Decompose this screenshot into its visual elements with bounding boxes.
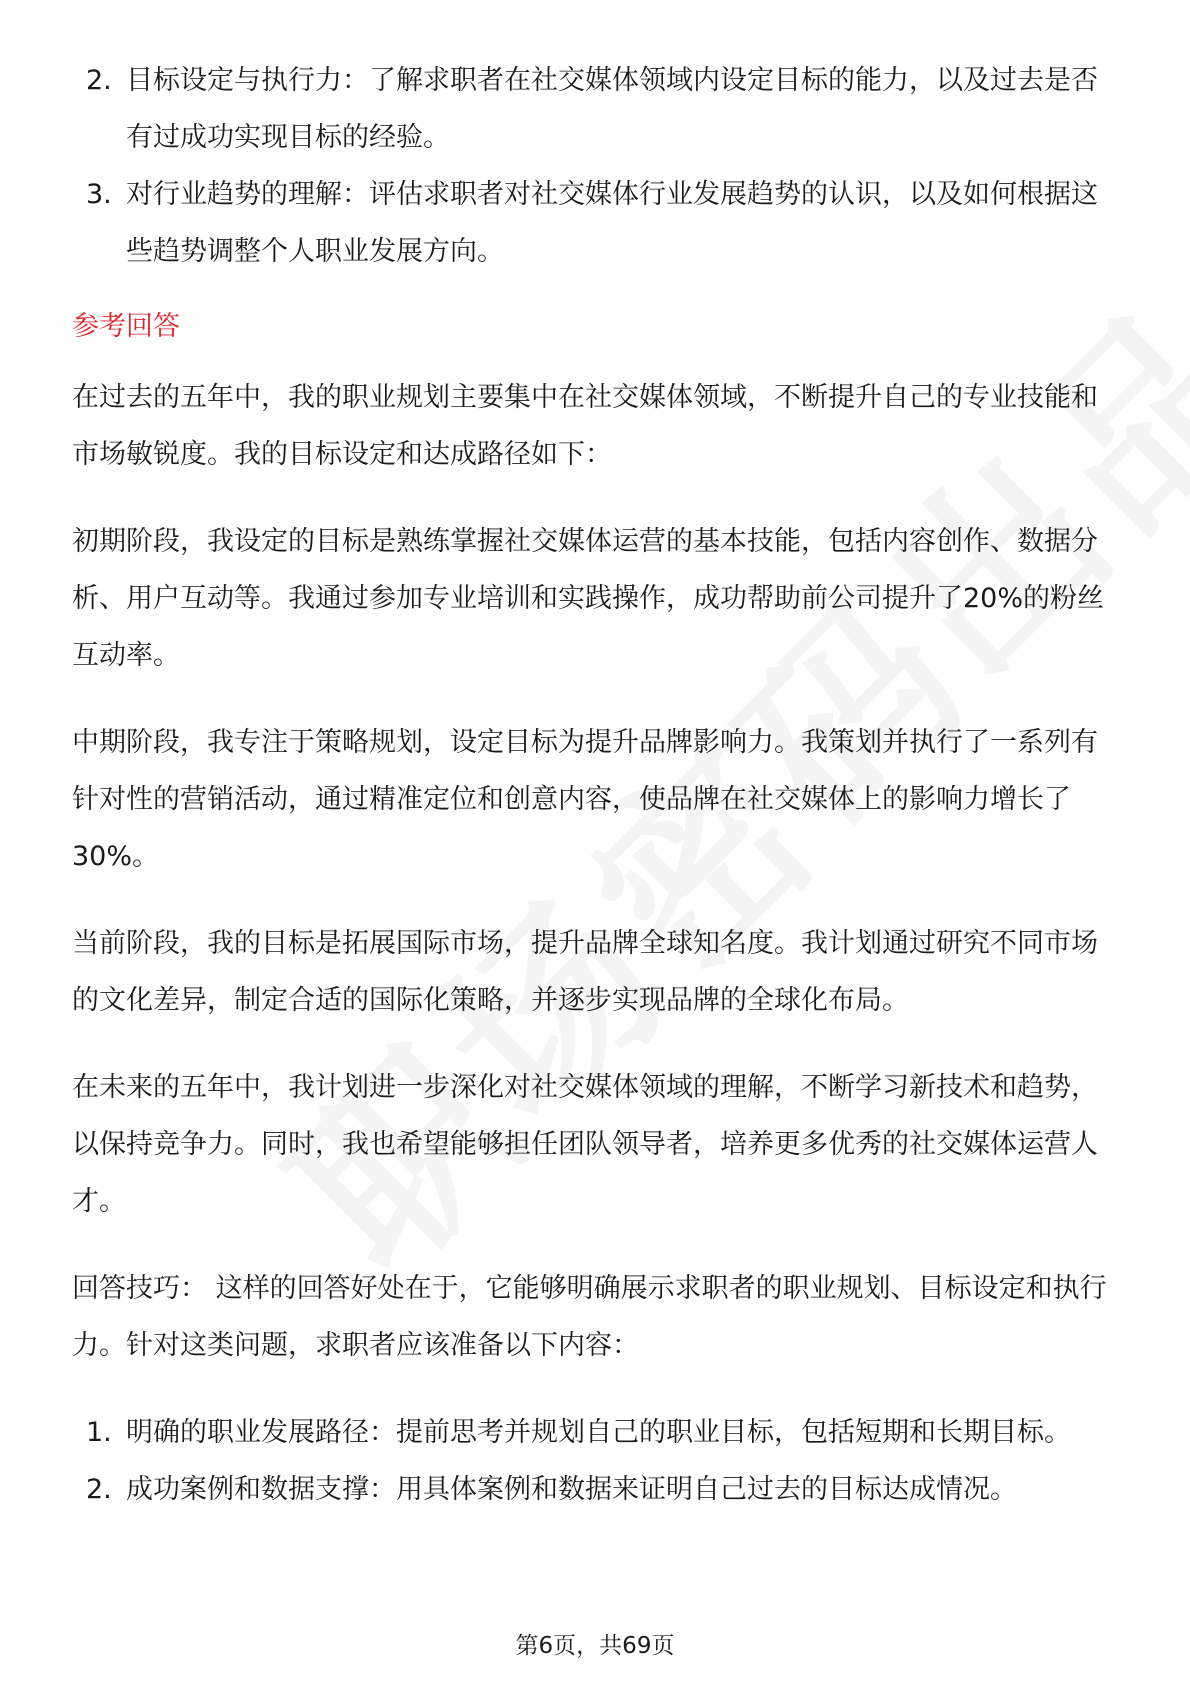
paragraph: 中期阶段，我专注于策略规划，设定目标为提升品牌影响力。我策划并执行了一系列有针对性的营销活动，通过精准定位和创意内容，使品牌在社交媒体上的影响力增长了30%。 [72, 727, 1098, 872]
list-item [72, 52, 1122, 166]
list-item [72, 1404, 1122, 1461]
list-item-number: 2. [86, 1474, 112, 1505]
page-footer: 第6页，共69页 [515, 1633, 675, 1659]
list-item-text: 目标设定与执行力：了解求职者在社交媒体领域内设定目标的能力，以及过去是否有过成功实现目标的经验。 [126, 65, 1098, 153]
bottom-numbered-list [72, 1404, 1122, 1518]
list-item-text: 明确的职业发展路径：提前思考并规划自己的职业目标，包括短期和长期目标。 [126, 1417, 1071, 1448]
paragraph: 在过去的五年中，我的职业规划主要集中在社交媒体领域，不断提升自己的专业技能和市场敏锐度。我的目标设定和达成路径如下： [72, 382, 1098, 470]
list-item-number: 3. [86, 179, 112, 210]
list-item [72, 166, 1122, 280]
section-heading: 参考回答 [72, 311, 180, 342]
list-item-number: 1. [86, 1417, 112, 1448]
top-numbered-list [72, 52, 1122, 280]
paragraph: 在未来的五年中，我计划进一步深化对社交媒体领域的理解，不断学习新技术和趋势，以保持竞争力。同时，我也希望能够担任团队领导者，培养更多优秀的社交媒体运营人才。 [72, 1072, 1098, 1217]
list-item [72, 1461, 1122, 1518]
paragraph: 初期阶段，我设定的目标是熟练掌握社交媒体运营的基本技能，包括内容创作、数据分析、用户互动等。我通过参加专业培训和实践操作，成功帮助前公司提升了20%的粉丝互动率。 [72, 526, 1105, 671]
list-item-number: 2. [86, 65, 112, 96]
paragraph: 当前阶段，我的目标是拓展国际市场，提升品牌全球知名度。我计划通过研究不同市场的文化差异，制定合适的国际化策略，并逐步实现品牌的全球化布局。 [72, 928, 1098, 1016]
page-content [72, 52, 1122, 1536]
paragraph: 回答技巧： 这样的回答好处在于，它能够明确展示求职者的职业规划、目标设定和执行力。针对这类问题，求职者应该准备以下内容： [72, 1273, 1107, 1361]
list-item-text: 成功案例和数据支撑：用具体案例和数据来证明自己过去的目标达成情况。 [126, 1474, 1017, 1505]
list-item-text: 对行业趋势的理解：评估求职者对社交媒体行业发展趋势的认识，以及如何根据这些趋势调整个人职业发展方向。 [126, 179, 1098, 267]
